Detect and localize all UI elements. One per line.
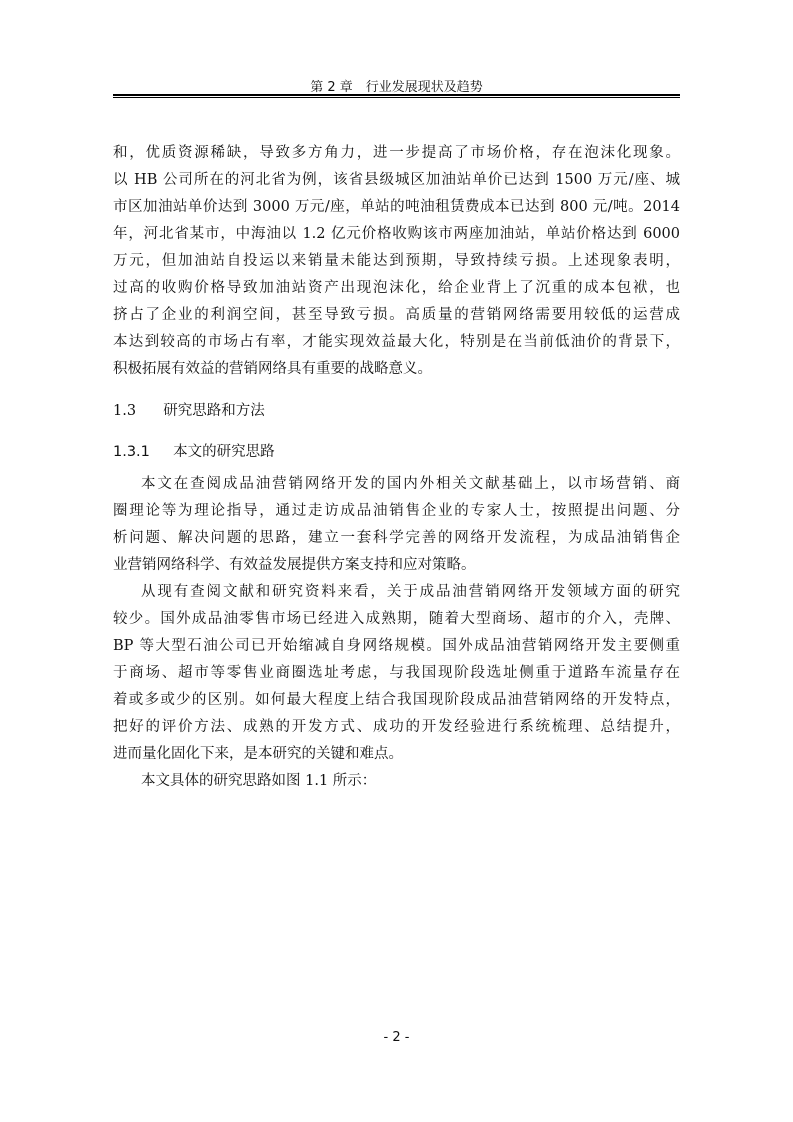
- section-number: 1.3: [113, 403, 137, 419]
- text-line: 本文在查阅成品油营销网络开发的国内外相关文献基础上，以市场营销、商: [141, 476, 680, 492]
- text-line: 以 HB 公司所在的河北省为例，该省县级城区加油站单价已达到 1500 万元/座、城: [113, 172, 680, 188]
- text-line: 和，优质资源稀缺，导致多方角力，进一步提高了市场价格，存在泡沫化现象。: [113, 145, 680, 161]
- running-header-title: 第 2 章 行业发展现状及趋势: [310, 80, 483, 95]
- text-line: 年，河北省某市，中海油以 1.2 亿元价格收购该市两座加油站，单站价格达到 6000: [113, 226, 680, 242]
- section-heading: [113, 401, 265, 421]
- text-line: 析问题、解决问题的思路，建立一套科学完善的网络开发流程，为成品油销售企: [113, 530, 680, 546]
- header-rule-thin: [113, 97, 680, 98]
- subsection-title: 本文的研究思路: [173, 444, 275, 460]
- text-line: 市区加油站单价达到 3000 万元/座，单站的吨油租赁费成本已达到 800 元/吨。2014: [113, 199, 680, 215]
- subsection-heading: [113, 442, 275, 462]
- text-line: 本达到较高的市场占有率，才能实现效益最大化，特别是在当前低油价的背景下，: [113, 334, 680, 350]
- text-line: 把好的评价方法、成熟的开发方式、成功的开发经验进行系统梳理、总结提升，: [113, 719, 680, 735]
- text-line: 本文具体的研究思路如图 1.1 所示：: [141, 773, 377, 789]
- header-rule-thick: [113, 94, 680, 96]
- text-line: 挤占了企业的利润空间，甚至导致亏损。高质量的营销网络需要用较低的运营成: [113, 307, 680, 323]
- text-line: 进而量化固化下来，是本研究的关键和难点。: [113, 746, 403, 762]
- text-line: 着或多或少的区别。如何最大程度上结合我国现阶段成品油营销网络的开发特点，: [113, 692, 680, 708]
- page-number: - 2 -: [383, 1030, 410, 1045]
- text-line: 圈理论等为理论指导，通过走访成品油销售企业的专家人士，按照提出问题、分: [113, 503, 680, 519]
- text-line: 过高的收购价格导致加油站资产出现泡沫化，给企业背上了沉重的成本包袱，也: [113, 280, 680, 296]
- section-title: 研究思路和方法: [163, 403, 265, 419]
- text-line: 积极拓展有效益的营销网络具有重要的战略意义。: [113, 361, 432, 377]
- text-line: 业营销网络科学、有效益发展提供方案支持和应对策略。: [113, 557, 476, 573]
- text-line: 万元，但加油站自投运以来销量未能达到预期，导致持续亏损。上述现象表明，: [113, 253, 680, 269]
- text-line: 从现有查阅文献和研究资料来看，关于成品油营销网络开发领域方面的研究: [141, 584, 680, 600]
- text-line: 于商场、超市等零售业商圈选址考虑，与我国现阶段选址侧重于道路车流量存在: [113, 665, 680, 681]
- text-line: 较少。国外成品油零售市场已经进入成熟期，随着大型商场、超市的介入，壳牌、: [113, 611, 680, 627]
- text-line: BP 等大型石油公司已开始缩减自身网络规模。国外成品油营销网络开发主要侧重: [113, 638, 680, 654]
- subsection-number: 1.3.1: [113, 444, 150, 460]
